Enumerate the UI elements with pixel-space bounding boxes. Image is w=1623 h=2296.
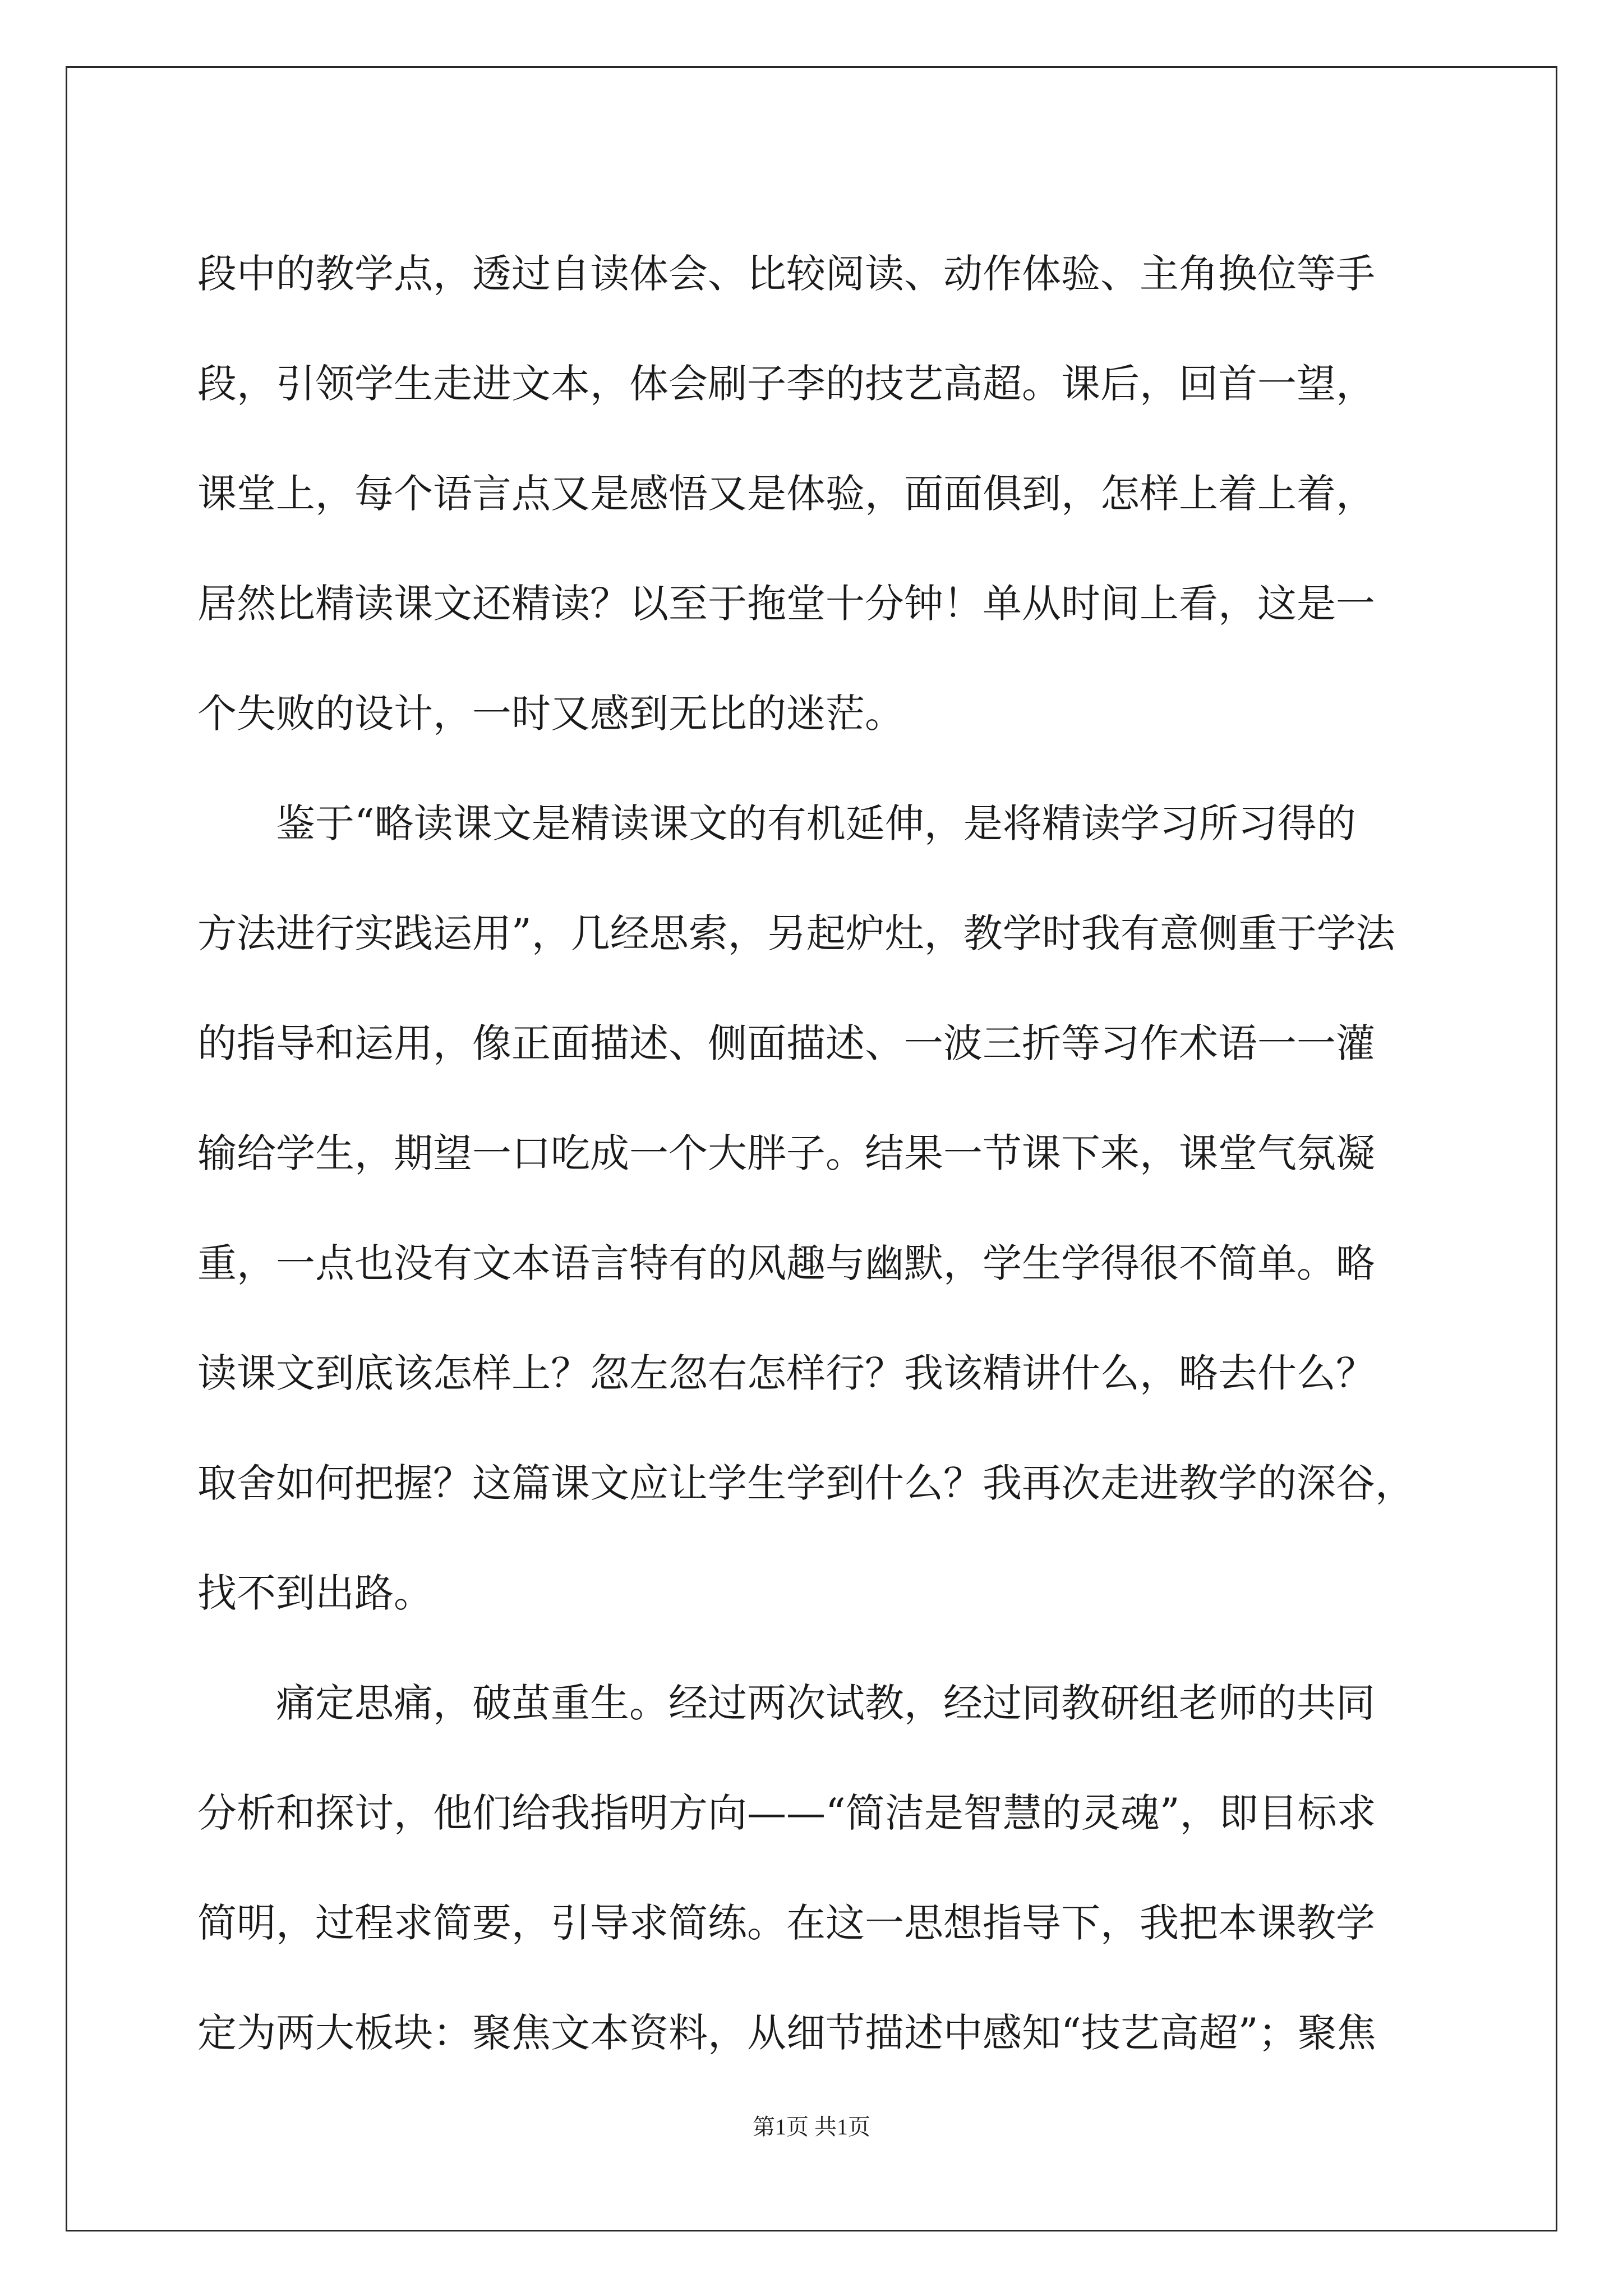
paragraph-first-line: 痛定思痛，破茧重生。经过两次试教，经过同教研组老师的共同 — [276, 1680, 1375, 1726]
text-line: 的指导和运用，像正面描述、侧面描述、一波三折等习作术语一一灌 — [197, 1020, 1375, 1066]
text-line: 居然比精读课文还精读？以至于拖堂十分钟！单从时间上看，这是一 — [197, 581, 1375, 627]
document-body — [197, 219, 1431, 2088]
text-line: 输给学生，期望一口吃成一个大胖子。结果一节课下来，课堂气氛凝 — [197, 1130, 1375, 1176]
text-line: 找不到出路。 — [197, 1570, 433, 1616]
text-line: 课堂上，每个语言点又是感悟又是体验，面面俱到，怎样上着上着， — [197, 471, 1375, 517]
text-line: 段中的教学点，透过自读体会、比较阅读、动作体验、主角换位等手 — [197, 251, 1375, 297]
text-line: 取舍如何把握？这篇课文应让学生学到什么？我再次走进教学的深谷， — [197, 1460, 1414, 1506]
text-line: 方法进行实践运用”，几经思索，另起炉灶，教学时我有意侧重于学法 — [197, 910, 1395, 956]
text-line: 重，一点也没有文本语言特有的风趣与幽默，学生学得很不简单。略 — [197, 1240, 1375, 1286]
text-line: 读课文到底该怎样上？忽左忽右怎样行？我该精讲什么，略去什么？ — [197, 1350, 1375, 1396]
page-footer: 第1页 共1页 — [753, 2114, 870, 2139]
text-line: 定为两大板块：聚焦文本资料，从细节描述中感知“技艺高超”；聚焦 — [197, 2010, 1376, 2056]
text-line: 简明，过程求简要，引导求简练。在这一思想指导下，我把本课教学 — [197, 1900, 1375, 1946]
text-line: 个失败的设计，一时又感到无比的迷茫。 — [197, 691, 904, 737]
paragraph-first-line: 鉴于“略读课文是精读课文的有机延伸，是将精读学习所习得的 — [276, 800, 1356, 846]
text-line: 段，引领学生走进文本，体会刷子李的技艺高超。课后，回首一望， — [197, 361, 1375, 407]
text-line: 分析和探讨，他们给我指明方向——“简洁是智慧的灵魂”，即目标求 — [197, 1790, 1376, 1836]
